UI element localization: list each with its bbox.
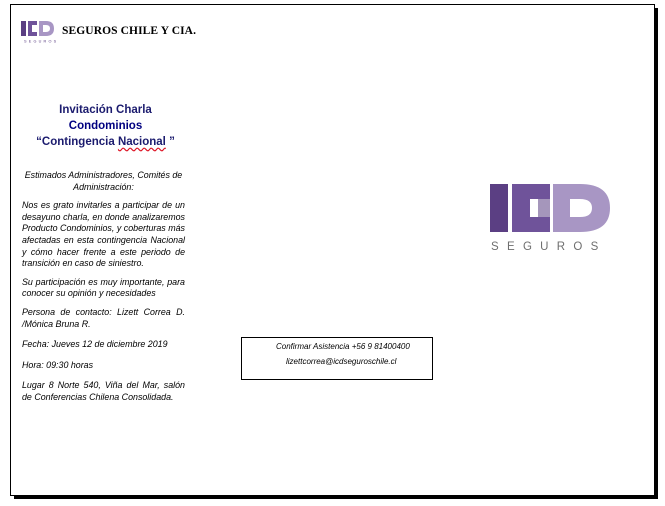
title-line-2: Condominios (68, 120, 143, 132)
invitation-body (22, 170, 185, 408)
page-shadow-right (655, 8, 658, 499)
paragraph-importance: Su participación es muy importante, para conocer su opinión y necesidades (22, 276, 185, 299)
header (20, 18, 196, 44)
invitation-title (18, 102, 193, 150)
greeting: Estimados Administradores, Comités de Administración: (24, 170, 183, 192)
event-place: Lugar 8 Norte 540, Viña del Mar, salón de Conferencias Chilena Consolidada. (22, 380, 185, 402)
title-line-1: Invitación Charla (59, 104, 152, 116)
event-time: Hora: 09:30 horas (22, 359, 94, 370)
rsvp-box (241, 337, 433, 380)
company-name: SEGUROS CHILE Y CIA. (62, 25, 197, 37)
icd-seguros-logo (490, 182, 614, 254)
event-date: Fecha: Jueves 12 de diciembre 2019 (22, 339, 168, 350)
rsvp-email[interactable]: lizettcorrea@icdseguroschile.cl (286, 357, 397, 366)
paragraph-intro: Nos es grato invitarles a participar de un desayuno charla, en donde analizaremos Producto Condominios, y coberturas más afectadas en esta contingencia Nacional y cómo hacer frente a este periodo de transición en caso de siniestro. (22, 200, 185, 269)
contact-person: Persona de contacto: Lizett Correa D. /Mónica Bruna R. (22, 306, 185, 329)
small-logo-text: SEGUROS (24, 39, 58, 44)
big-logo-text: SEGUROS (491, 241, 607, 253)
title-line-3: “Contingencia Nacional ” (36, 136, 175, 148)
icd-small-logo (20, 18, 58, 44)
page-shadow-bottom (14, 496, 658, 499)
rsvp-phone: Confirmar Asistencia +56 9 81400400 (276, 342, 410, 351)
